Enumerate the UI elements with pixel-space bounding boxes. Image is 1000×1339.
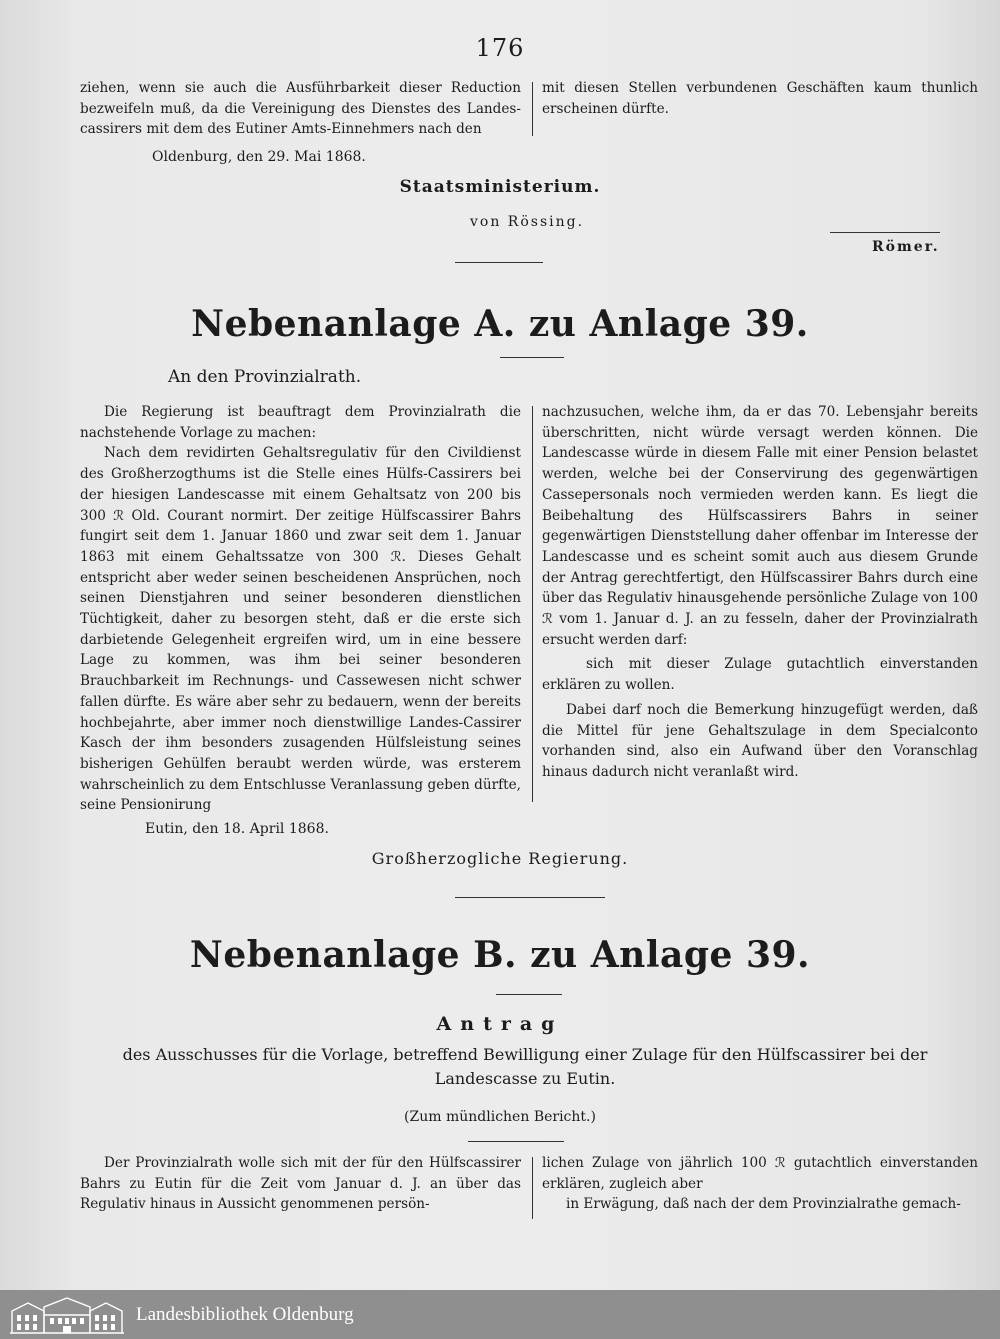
paragraph: Dabei darf noch die Bemerkung hinzugefügt werden, daß die Mittel für jene Gehaltszulage in dem Specialconto vorhanden sind, also ein Aufwand über den Voranschlag hinaus dadurch nicht veranlaßt wird. bbox=[542, 701, 978, 780]
library-footer bbox=[0, 1290, 1000, 1339]
section-a-authority: Großherzogliche Regierung. bbox=[371, 849, 629, 868]
section-b-right-column bbox=[542, 1153, 978, 1215]
top-date: Oldenburg, den 29. Mai 1868. bbox=[152, 149, 366, 165]
page-number: 176 bbox=[475, 34, 525, 62]
top-left-text: ziehen, wenn sie auch die Ausführbarkeit dieser Reduction bezweifeln muß, da die Vereinigung des Dienstes des Landes-cassirers mit dem des Eutiner Amts-Einnehmers nach den bbox=[80, 80, 521, 138]
antrag-description: des Ausschusses für die Vorlage, betreffend Bewilligung einer Zulage für den Hülfscassirer bei der Landescasse zu Eutin. bbox=[122, 1045, 928, 1088]
antrag-note: (Zum mündlichen Bericht.) bbox=[404, 1109, 596, 1125]
column-divider bbox=[532, 1157, 533, 1219]
paragraph: lichen Zulage von jährlich 100 ℛ gutachtlich einverstanden erklären, zugleich aber bbox=[542, 1155, 978, 1192]
signature-line bbox=[830, 232, 940, 233]
library-building-icon bbox=[8, 1295, 126, 1335]
top-left-column bbox=[80, 78, 521, 140]
paragraph: in Erwägung, daß nach der dem Provinzialrathe gemach- bbox=[566, 1196, 961, 1213]
section-divider bbox=[455, 897, 605, 898]
section-b-title: Nebenanlage B. zu Anlage 39. bbox=[189, 934, 811, 976]
ministry-name: Staatsministerium. bbox=[399, 177, 601, 197]
top-right-column bbox=[542, 78, 978, 119]
paragraph: Nach dem revidirten Gehaltsregulativ für den Civildienst des Großherzogthums ist die Stelle eines Hülfs-Cassirers bei der hiesigen Landescasse mit einem Gehaltsatz von 200 bis 300 ℛ Old. Courant normirt. Der zeitige Hülfscassirer Bahrs fungirt seit dem 1. Januar 1860 und zwar seit dem 1. Januar 1863 mit einem Gehaltssatze von 300 ℛ. Dieses Gehalt entspricht aber weder seinen bescheidenen Ansprüchen, noch seinen Dienstjahren und seiner besonderen dienstlichen Tüchtigkeit, daher zu besorgen steht, daß er die erste sich darbietende Gelegenheit ergreifen wird, um in eine bessere Lage zu kommen, was ihm bei seiner besonderen Brauchbarkeit im Rechnungs- und Cassewesen nicht schwer fallen dürfte. Es wäre aber sehr zu bedauern, wenn der bereits hochbejahrte, aber immer noch dienstwillige Landes-Cassirer Kasch der ihm besonders zusagenden Hülfsleistung seines bisherigen Gehülfen beraubt werden würde, was ersterem wahrscheinlich zu dem Entschlusse Veranlassung geben dürfte, seine Pensionirung bbox=[80, 445, 521, 814]
library-name: Landesbibliothek Oldenburg bbox=[136, 1303, 354, 1325]
section-a-addressee: An den Provinzialrath. bbox=[168, 367, 362, 387]
column-divider bbox=[532, 82, 533, 136]
section-a-right-column bbox=[542, 402, 978, 783]
paragraph: Der Provinzialrath wolle sich mit der für den Hülfscassirer Bahrs zu Eutin für die Zeit vom Januar d. J. an über das Regulativ hinaus in Aussicht genommenen persön- bbox=[80, 1155, 521, 1213]
section-a-date: Eutin, den 18. April 1868. bbox=[145, 821, 329, 837]
column-divider bbox=[532, 406, 533, 802]
signatory-1: von Rössing. bbox=[470, 214, 585, 230]
section-b-left-column bbox=[80, 1153, 521, 1215]
paragraph: nachzusuchen, welche ihm, da er das 70. Lebensjahr bereits überschritten, nicht würde versagt werden können. Die Landescasse würde in diesem Falle mit einer Pension belastet werden, welche bei der Conservirung des gegenwärtigen Cassepersonals noch vermieden werden kann. Es liegt die Beibehaltung des Hülfscassirers Bahrs in seiner gegenwärtigen Dienststellung daher offenbar im Interesse der Landescasse und es scheint somit auch aus diesem Grunde der Antrag gerechtfertigt, den Hülfscassirer Bahrs durch eine über das Regulativ hinausgehende persönliche Zulage von 100 ℛ vom 1. Januar d. J. an zu fesseln, daher der Provinzialrath ersucht werden darf: bbox=[542, 404, 978, 648]
section-divider bbox=[455, 262, 543, 263]
title-underline bbox=[496, 994, 562, 995]
title-underline bbox=[500, 357, 564, 358]
title-underline bbox=[468, 1141, 564, 1142]
paragraph: Die Regierung ist beauftragt dem Provinzialrath die nachstehende Vorlage zu machen: bbox=[80, 404, 521, 441]
section-a-title: Nebenanlage A. zu Anlage 39. bbox=[191, 303, 809, 345]
antrag-heading: Antrag bbox=[436, 1013, 564, 1035]
paragraph: sich mit dieser Zulage gutachtlich einverstanden erklären zu wollen. bbox=[542, 656, 978, 694]
section-a-left-column bbox=[80, 402, 521, 816]
signatory-2: Römer. bbox=[872, 239, 940, 255]
top-right-text: mit diesen Stellen verbundenen Geschäften kaum thunlich erscheinen dürfte. bbox=[542, 80, 978, 117]
